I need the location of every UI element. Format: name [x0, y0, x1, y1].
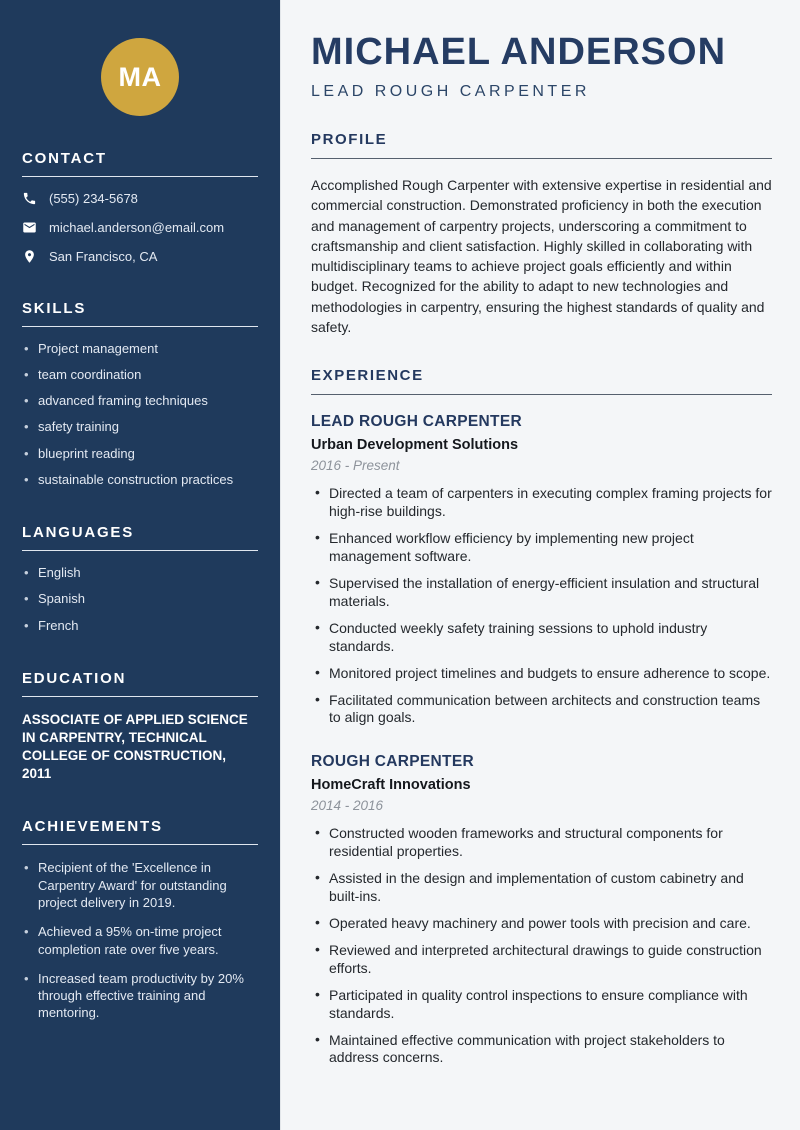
job-dates: 2014 - 2016 [311, 798, 384, 814]
contact-email-text: michael.anderson@email.com [49, 220, 225, 235]
phone-icon [22, 191, 37, 206]
profile-section [311, 131, 772, 337]
job-bullet: • Enhanced workflow efficiency by implementing new project management software. [311, 530, 772, 566]
job-title: LEAD ROUGH CARPENTER [311, 413, 522, 431]
job-bullet: • Assisted in the design and implementation of custom cabinetry and built-ins. [311, 870, 772, 906]
language-item: • English [22, 565, 258, 582]
contact-heading: CONTACT [22, 150, 258, 177]
job-bullet: • Participated in quality control inspections to ensure compliance with standards. [311, 987, 772, 1023]
job-entry-lead-rough-carpenter [311, 413, 772, 727]
skill-item: • advanced framing techniques [22, 393, 258, 410]
achievement-item: • Increased team productivity by 20% through effective training and mentoring. [22, 970, 258, 1022]
job-dates: 2016 - Present [311, 458, 400, 474]
contact-phone-text: (555) 234-5678 [49, 191, 138, 206]
avatar [101, 38, 179, 116]
profile-heading: PROFILE [311, 131, 772, 159]
contact-location-text: San Francisco, CA [49, 249, 158, 264]
email-icon [22, 220, 37, 235]
skill-item: • team coordination [22, 367, 258, 384]
job-bullets [311, 825, 772, 1067]
skill-item: • Project management [22, 341, 258, 358]
person-title: LEAD ROUGH CARPENTER [311, 83, 590, 100]
job-company: Urban Development Solutions [311, 437, 519, 454]
education-degree: ASSOCIATE OF APPLIED SCIENCE IN CARPENTRY, TECHNICAL COLLEGE OF CONSTRUCTION, 2011 [22, 712, 248, 781]
main-content [280, 0, 800, 1130]
job-bullet: • Monitored project timelines and budgets to ensure adherence to scope. [311, 665, 772, 683]
contact-email [22, 220, 258, 235]
achievement-item: • Recipient of the 'Excellence in Carpentry Award' for outstanding project delivery in 2019. [22, 859, 258, 911]
skills-section [22, 300, 258, 488]
sidebar [0, 0, 280, 1130]
language-item: • Spanish [22, 591, 258, 608]
skills-heading: SKILLS [22, 300, 258, 327]
language-item: • French [22, 618, 258, 635]
achievement-item: • Achieved a 95% on-time project completion rate over five years. [22, 923, 258, 958]
job-title: ROUGH CARPENTER [311, 753, 474, 771]
skill-item: • blueprint reading [22, 446, 258, 463]
contact-section [22, 150, 258, 264]
languages-list [22, 565, 258, 634]
education-section [22, 670, 258, 782]
skill-item: • sustainable construction practices [22, 472, 258, 489]
job-bullet: • Facilitated communication between architects and construction teams to align goals. [311, 692, 772, 728]
job-bullet: • Operated heavy machinery and power tools with precision and care. [311, 915, 772, 933]
job-bullet: • Directed a team of carpenters in executing complex framing projects for high-rise buildings. [311, 485, 772, 521]
education-heading: EDUCATION [22, 670, 258, 697]
job-bullet: • Supervised the installation of energy-efficient insulation and structural materials. [311, 575, 772, 611]
person-name: MICHAEL ANDERSON [311, 31, 727, 73]
job-bullet: • Conducted weekly safety training sessions to uphold industry standards. [311, 620, 772, 656]
job-company: HomeCraft Innovations [311, 777, 471, 794]
achievements-heading: ACHIEVEMENTS [22, 818, 258, 845]
languages-heading: LANGUAGES [22, 524, 258, 551]
contact-location [22, 249, 258, 264]
location-icon [22, 249, 37, 264]
experience-section [311, 367, 772, 1067]
job-entry-rough-carpenter [311, 753, 772, 1067]
job-bullet: • Constructed wooden frameworks and structural components for residential properties. [311, 825, 772, 861]
job-bullet: • Maintained effective communication with project stakeholders to address concerns. [311, 1032, 772, 1068]
skill-item: • safety training [22, 419, 258, 436]
avatar-wrap [22, 38, 258, 116]
experience-heading: EXPERIENCE [311, 367, 772, 395]
profile-text: Accomplished Rough Carpenter with extensive expertise in residential and commercial construction. Demonstrated proficiency in both the execution and management of carpentry projects, underscoring a commitment to craftsmanship and client satisfaction. Highly skilled in collaborating with multidisciplinary teams to achieve project goals efficiently and within budget. Recognized for the ability to adapt to new technologies and methodologies in carpentry, ensuring the highest standards of quality and safety. [311, 177, 772, 336]
achievements-section [22, 818, 258, 1021]
contact-phone [22, 191, 258, 206]
job-bullet: • Reviewed and interpreted architectural drawings to guide construction efforts. [311, 942, 772, 978]
skills-list [22, 341, 258, 488]
languages-section [22, 524, 258, 634]
achievements-list [22, 859, 258, 1021]
job-bullets [311, 485, 772, 727]
avatar-initials: MA [118, 61, 162, 92]
